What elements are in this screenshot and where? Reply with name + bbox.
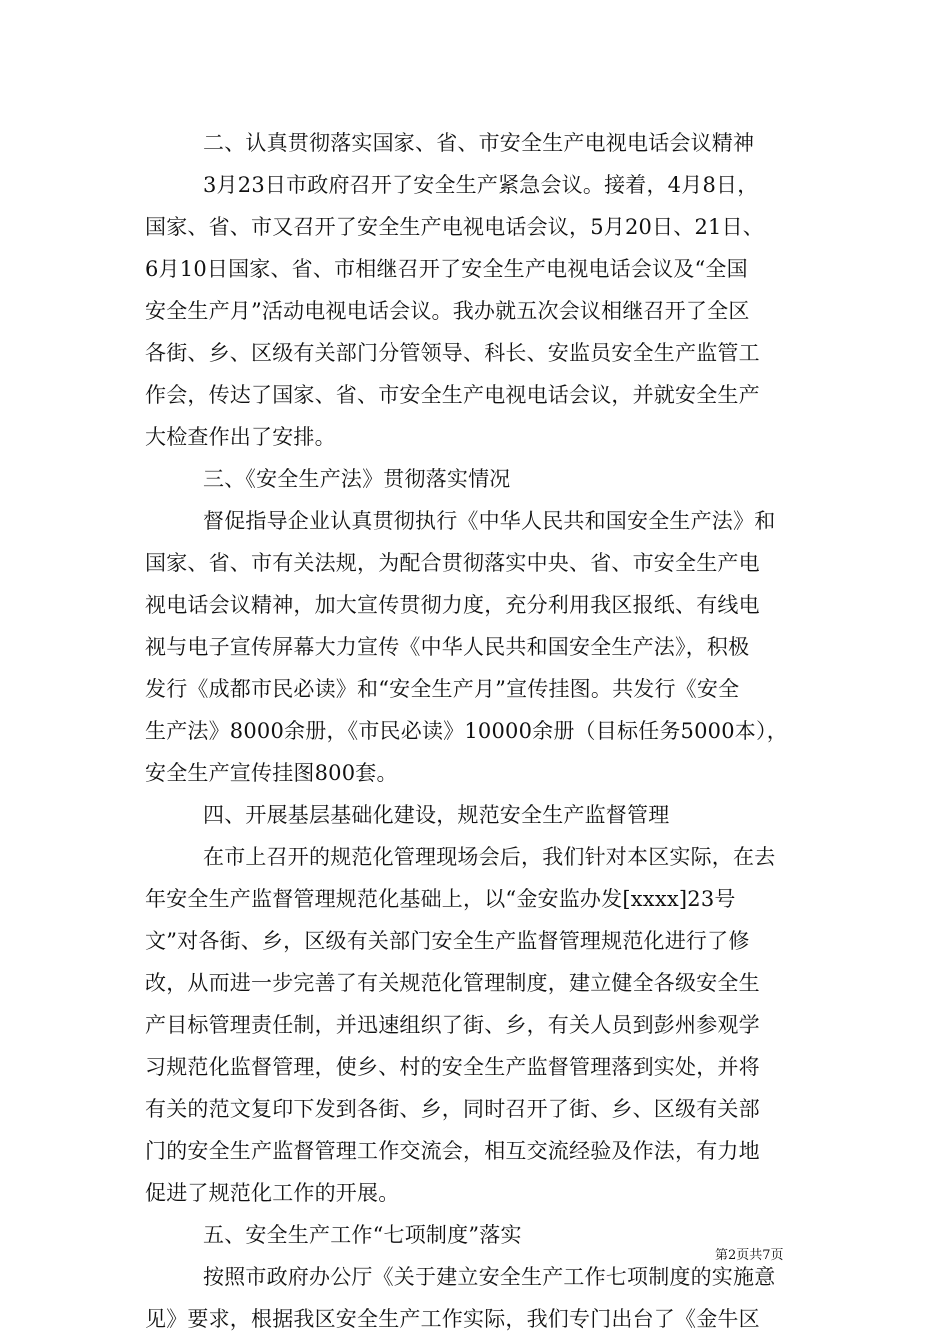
paragraph-line: 国家、省、市有关法规，为配合贯彻落实中央、省、市安全生产电 bbox=[145, 551, 760, 575]
document-body bbox=[145, 122, 805, 1340]
paragraph-line: 生产法》8000余册，《市民必读》10000余册（目标任务5000本）， bbox=[145, 719, 788, 743]
paragraph-line: 促进了规范化工作的开展。 bbox=[145, 1181, 400, 1205]
paragraph-line: 有关的范文复印下发到各街、乡，同时召开了街、乡、区级有关部 bbox=[145, 1097, 760, 1121]
paragraph-line: 安全生产宣传挂图800套。 bbox=[145, 761, 398, 785]
paragraph-line: 门的安全生产监督管理工作交流会，相互交流经验及作法，有力地 bbox=[145, 1139, 760, 1163]
paragraph-line: 文”对各街、乡，区级有关部门安全生产监督管理规范化进行了修 bbox=[145, 929, 750, 953]
paragraph-line: 产目标管理责任制，并迅速组织了街、乡，有关人员到彭州参观学 bbox=[145, 1013, 760, 1037]
paragraph-line: 视电话会议精神，加大宣传贯彻力度，充分利用我区报纸、有线电 bbox=[145, 593, 760, 617]
heading-section-2: 二、认真贯彻落实国家、省、市安全生产电视电话会议精神 bbox=[203, 131, 755, 155]
paragraph-line: 见》要求，根据我区安全生产工作实际，我们专门出台了《金牛区 bbox=[145, 1307, 760, 1331]
paragraph-line: 国家、省、市又召开了安全生产电视电话会议，5月20日、21日、 bbox=[145, 215, 765, 239]
heading-section-3: 三、《安全生产法》贯彻落实情况 bbox=[203, 467, 511, 491]
paragraph-line: 各街、乡、区级有关部门分管领导、科长、安监员安全生产监管工 bbox=[145, 341, 760, 365]
paragraph-line: 改，从而进一步完善了有关规范化管理制度，建立健全各级安全生 bbox=[145, 971, 760, 995]
heading-section-4: 四、开展基层基础化建设，规范安全生产监督管理 bbox=[203, 803, 670, 827]
paragraph-line: 按照市政府办公厅《关于建立安全生产工作七项制度的实施意 bbox=[203, 1265, 776, 1289]
heading-section-5: 五、安全生产工作“七项制度”落实 bbox=[203, 1223, 522, 1247]
paragraph-line: 年安全生产监督管理规范化基础上，以“金安监办发[xxxx]23号 bbox=[145, 887, 736, 911]
paragraph-line: 发行《成都市民必读》和“安全生产月”宣传挂图。共发行《安全 bbox=[145, 677, 740, 701]
paragraph-line: 在市上召开的规范化管理现场会后，我们针对本区实际，在去 bbox=[203, 845, 776, 869]
paragraph-line: 习规范化监督管理，使乡、村的安全生产监督管理落到实处，并将 bbox=[145, 1055, 760, 1079]
paragraph-line: 督促指导企业认真贯彻执行《中华人民共和国安全生产法》和 bbox=[203, 509, 776, 533]
paragraph-line: 大检查作出了安排。 bbox=[145, 425, 336, 449]
page-number: 第2页共7页 bbox=[715, 1248, 784, 1263]
paragraph-line: 安全生产月”活动电视电话会议。我办就五次会议相继召开了全区 bbox=[145, 299, 750, 323]
paragraph-line: 作会，传达了国家、省、市安全生产电视电话会议，并就安全生产 bbox=[145, 383, 760, 407]
paragraph-line: 6月10日国家、省、市相继召开了安全生产电视电话会议及“全国 bbox=[145, 257, 748, 281]
paragraph-line: 3月23日市政府召开了安全生产紧急会议。接着，4月8日， bbox=[203, 173, 759, 197]
paragraph-line: 视与电子宣传屏幕大力宣传《中华人民共和国安全生产法》，积极 bbox=[145, 635, 750, 659]
